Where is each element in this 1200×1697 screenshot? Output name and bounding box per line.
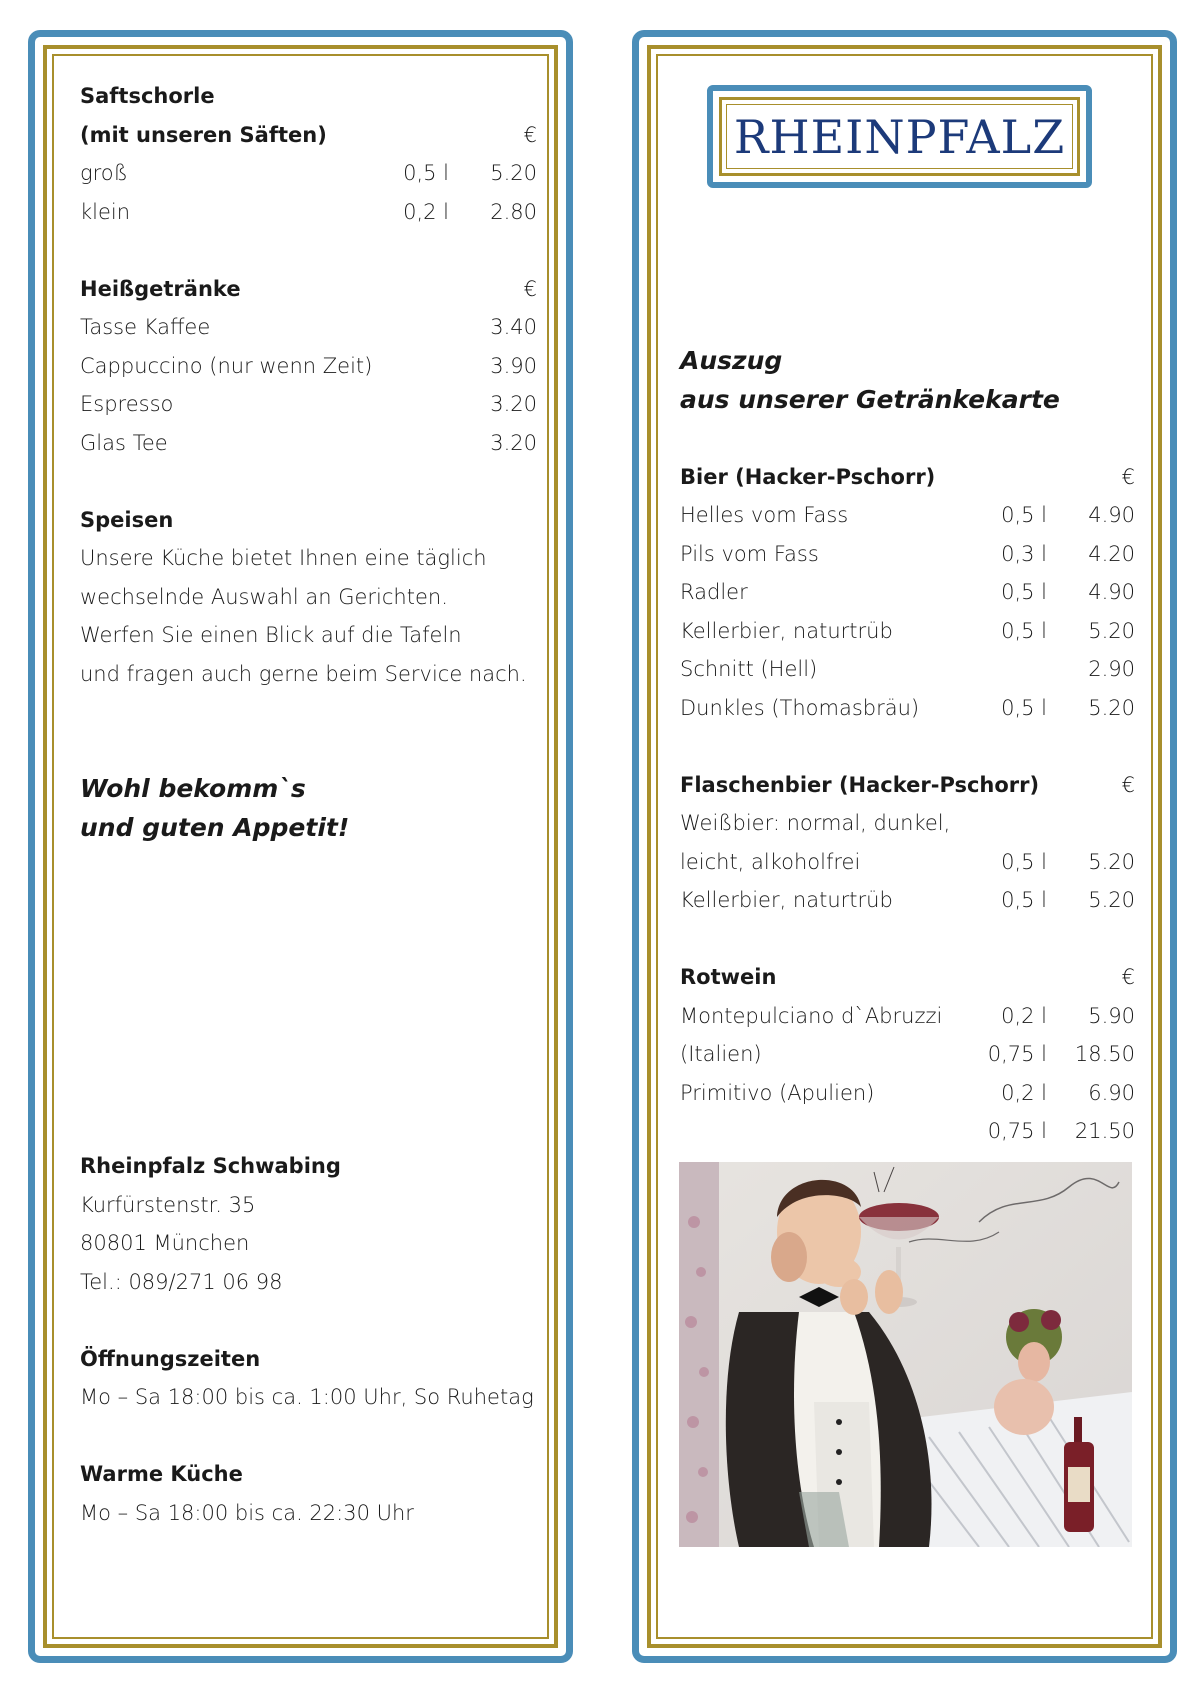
address-line: 80801 München (80, 1231, 250, 1255)
item-price: 2.80 (490, 199, 537, 224)
speisen-text-line: und fragen auch gerne beim Service nach. (80, 661, 527, 686)
rotwein-header (680, 958, 1135, 997)
item-label: Espresso (80, 392, 174, 416)
item-label: Helles vom Fass (680, 503, 849, 527)
currency-label: € (523, 122, 537, 147)
hours-title: Öffnungszeiten (80, 1346, 261, 1371)
item-price: 5.20 (1088, 695, 1135, 720)
item-label: Pils vom Fass (680, 541, 819, 566)
speisen-text-line: Unsere Küche bietet Ihnen eine täglich (80, 546, 487, 570)
item-volume: 0,5 l (1001, 618, 1047, 643)
kitchen-title: Warme Küche (80, 1462, 243, 1486)
menu-item (680, 997, 1135, 1036)
item-label: groß (80, 161, 128, 185)
item-price: 5.20 (1088, 618, 1135, 643)
item-label: Cappuccino (nur wenn Zeit) (80, 353, 373, 378)
phone-line: Tel.: 089/271 06 98 (80, 1269, 283, 1294)
saftschorle-title: Saftschorle (80, 84, 215, 108)
item-volume: 0,5 l (1001, 849, 1047, 874)
item-price: 5.20 (1088, 888, 1135, 912)
rotwein-title: Rotwein (680, 965, 777, 989)
heissgetraenke-title: Heißgetränke (80, 276, 241, 301)
currency-label: € (1121, 464, 1135, 489)
item-volume: 0,3 l (1001, 541, 1047, 566)
item-volume: 0,75 l (987, 1119, 1047, 1143)
item-price: 5.20 (1088, 849, 1135, 874)
right-content (680, 342, 1135, 1151)
menu-item (680, 1035, 1135, 1074)
slogan-line: und guten Appetit! (80, 812, 350, 842)
intro-line: Auszug (680, 346, 783, 375)
item-price: 4.90 (1088, 503, 1135, 527)
menu-item (680, 496, 1135, 535)
speisen-text-line: Werfen Sie einen Blick auf die Tafeln (80, 623, 462, 647)
item-volume: 0,2 l (1001, 1080, 1047, 1105)
left-footer-content (80, 1147, 537, 1532)
slogan-line: Wohl bekomm`s (80, 774, 306, 803)
menu-item (680, 650, 1135, 689)
menu-item (680, 804, 1135, 843)
menu-item (680, 535, 1135, 574)
item-label: Glas Tee (80, 430, 168, 455)
item-label: Kellerbier, naturtrüb (680, 888, 893, 912)
item-volume: 0,5 l (1001, 888, 1047, 912)
item-label: Montepulciano d`Abruzzi (680, 1003, 943, 1028)
address-title: Rheinpfalz Schwabing (80, 1154, 341, 1178)
bier-title: Bier (Hacker-Pschorr) (680, 464, 936, 489)
flaschenbier-header (680, 766, 1135, 805)
saftschorle-subtitle-row (80, 116, 537, 155)
item-price: 18.50 (1074, 1042, 1135, 1066)
item-price: 3.40 (490, 315, 537, 339)
intro-line: aus unserer Getränkekarte (680, 384, 1060, 414)
right-menu-panel (632, 30, 1177, 1663)
menu-item (680, 881, 1135, 920)
menu-item (680, 689, 1135, 728)
item-price: 3.90 (490, 353, 537, 378)
item-volume: 0,2 l (1001, 1003, 1047, 1028)
heissgetraenke-header (80, 270, 537, 309)
speisen-text-line: wechselnde Auswahl an Gerichten. (80, 584, 448, 609)
item-label: Primitivo (Apulien) (680, 1080, 875, 1105)
item-label: (Italien) (680, 1042, 762, 1066)
item-volume: 0,5 l (403, 161, 449, 185)
left-content (80, 77, 537, 847)
menu-item (80, 193, 537, 232)
address-line: Kurfürstenstr. 35 (80, 1192, 256, 1217)
menu-item (80, 385, 537, 424)
item-price: 3.20 (490, 430, 537, 455)
menu-item (680, 1112, 1135, 1151)
item-price: 3.20 (490, 392, 537, 416)
menu-item (680, 612, 1135, 651)
item-price: 5.90 (1088, 1003, 1135, 1028)
item-volume: 0,75 l (987, 1042, 1047, 1066)
item-price: 21.50 (1074, 1119, 1135, 1143)
currency-label: € (523, 276, 537, 301)
flaschenbier-title: Flaschenbier (Hacker-Pschorr) (680, 772, 1040, 797)
currency-label: € (1121, 965, 1135, 989)
item-volume: 0,5 l (1001, 580, 1047, 604)
item-label: Dunkles (Thomasbräu) (680, 695, 920, 720)
logo-text: RHEINPFALZ (733, 109, 1066, 164)
speisen-title: Speisen (80, 507, 174, 532)
sommelier-painting (679, 1162, 1132, 1547)
item-label: Tasse Kaffee (80, 315, 211, 339)
item-volume: 0,5 l (1001, 695, 1047, 720)
currency-label: € (1121, 772, 1135, 797)
rheinpfalz-logo (707, 85, 1092, 188)
item-label: Radler (680, 580, 748, 604)
item-label: Schnitt (Hell) (680, 657, 818, 681)
left-menu-panel (28, 30, 573, 1663)
saftschorle-subtitle: (mit unseren Säften) (80, 122, 327, 147)
item-volume: 0,2 l (403, 199, 449, 224)
item-volume: 0,5 l (1001, 503, 1047, 527)
hours-text: Mo – Sa 18:00 bis ca. 1:00 Uhr, So Ruhetag (80, 1385, 534, 1409)
item-price: 2.90 (1088, 657, 1135, 681)
menu-item (680, 843, 1135, 882)
item-price: 4.20 (1088, 541, 1135, 566)
item-label: leicht, alkoholfrei (680, 849, 861, 874)
menu-item (80, 424, 537, 463)
item-label: Kellerbier, naturtrüb (680, 618, 893, 643)
item-price: 4.90 (1088, 580, 1135, 604)
item-price: 5.20 (490, 161, 537, 185)
menu-item (680, 1074, 1135, 1113)
item-price: 6.90 (1088, 1080, 1135, 1105)
menu-item (80, 347, 537, 386)
painting-illustration (679, 1162, 1132, 1547)
bier-header (680, 458, 1135, 497)
item-label: Weißbier: normal, dunkel, (680, 811, 951, 835)
item-label: klein (80, 199, 131, 224)
menu-item (80, 308, 537, 347)
menu-item (80, 154, 537, 193)
kitchen-text: Mo – Sa 18:00 bis ca. 22:30 Uhr (80, 1500, 414, 1525)
menu-item (680, 573, 1135, 612)
